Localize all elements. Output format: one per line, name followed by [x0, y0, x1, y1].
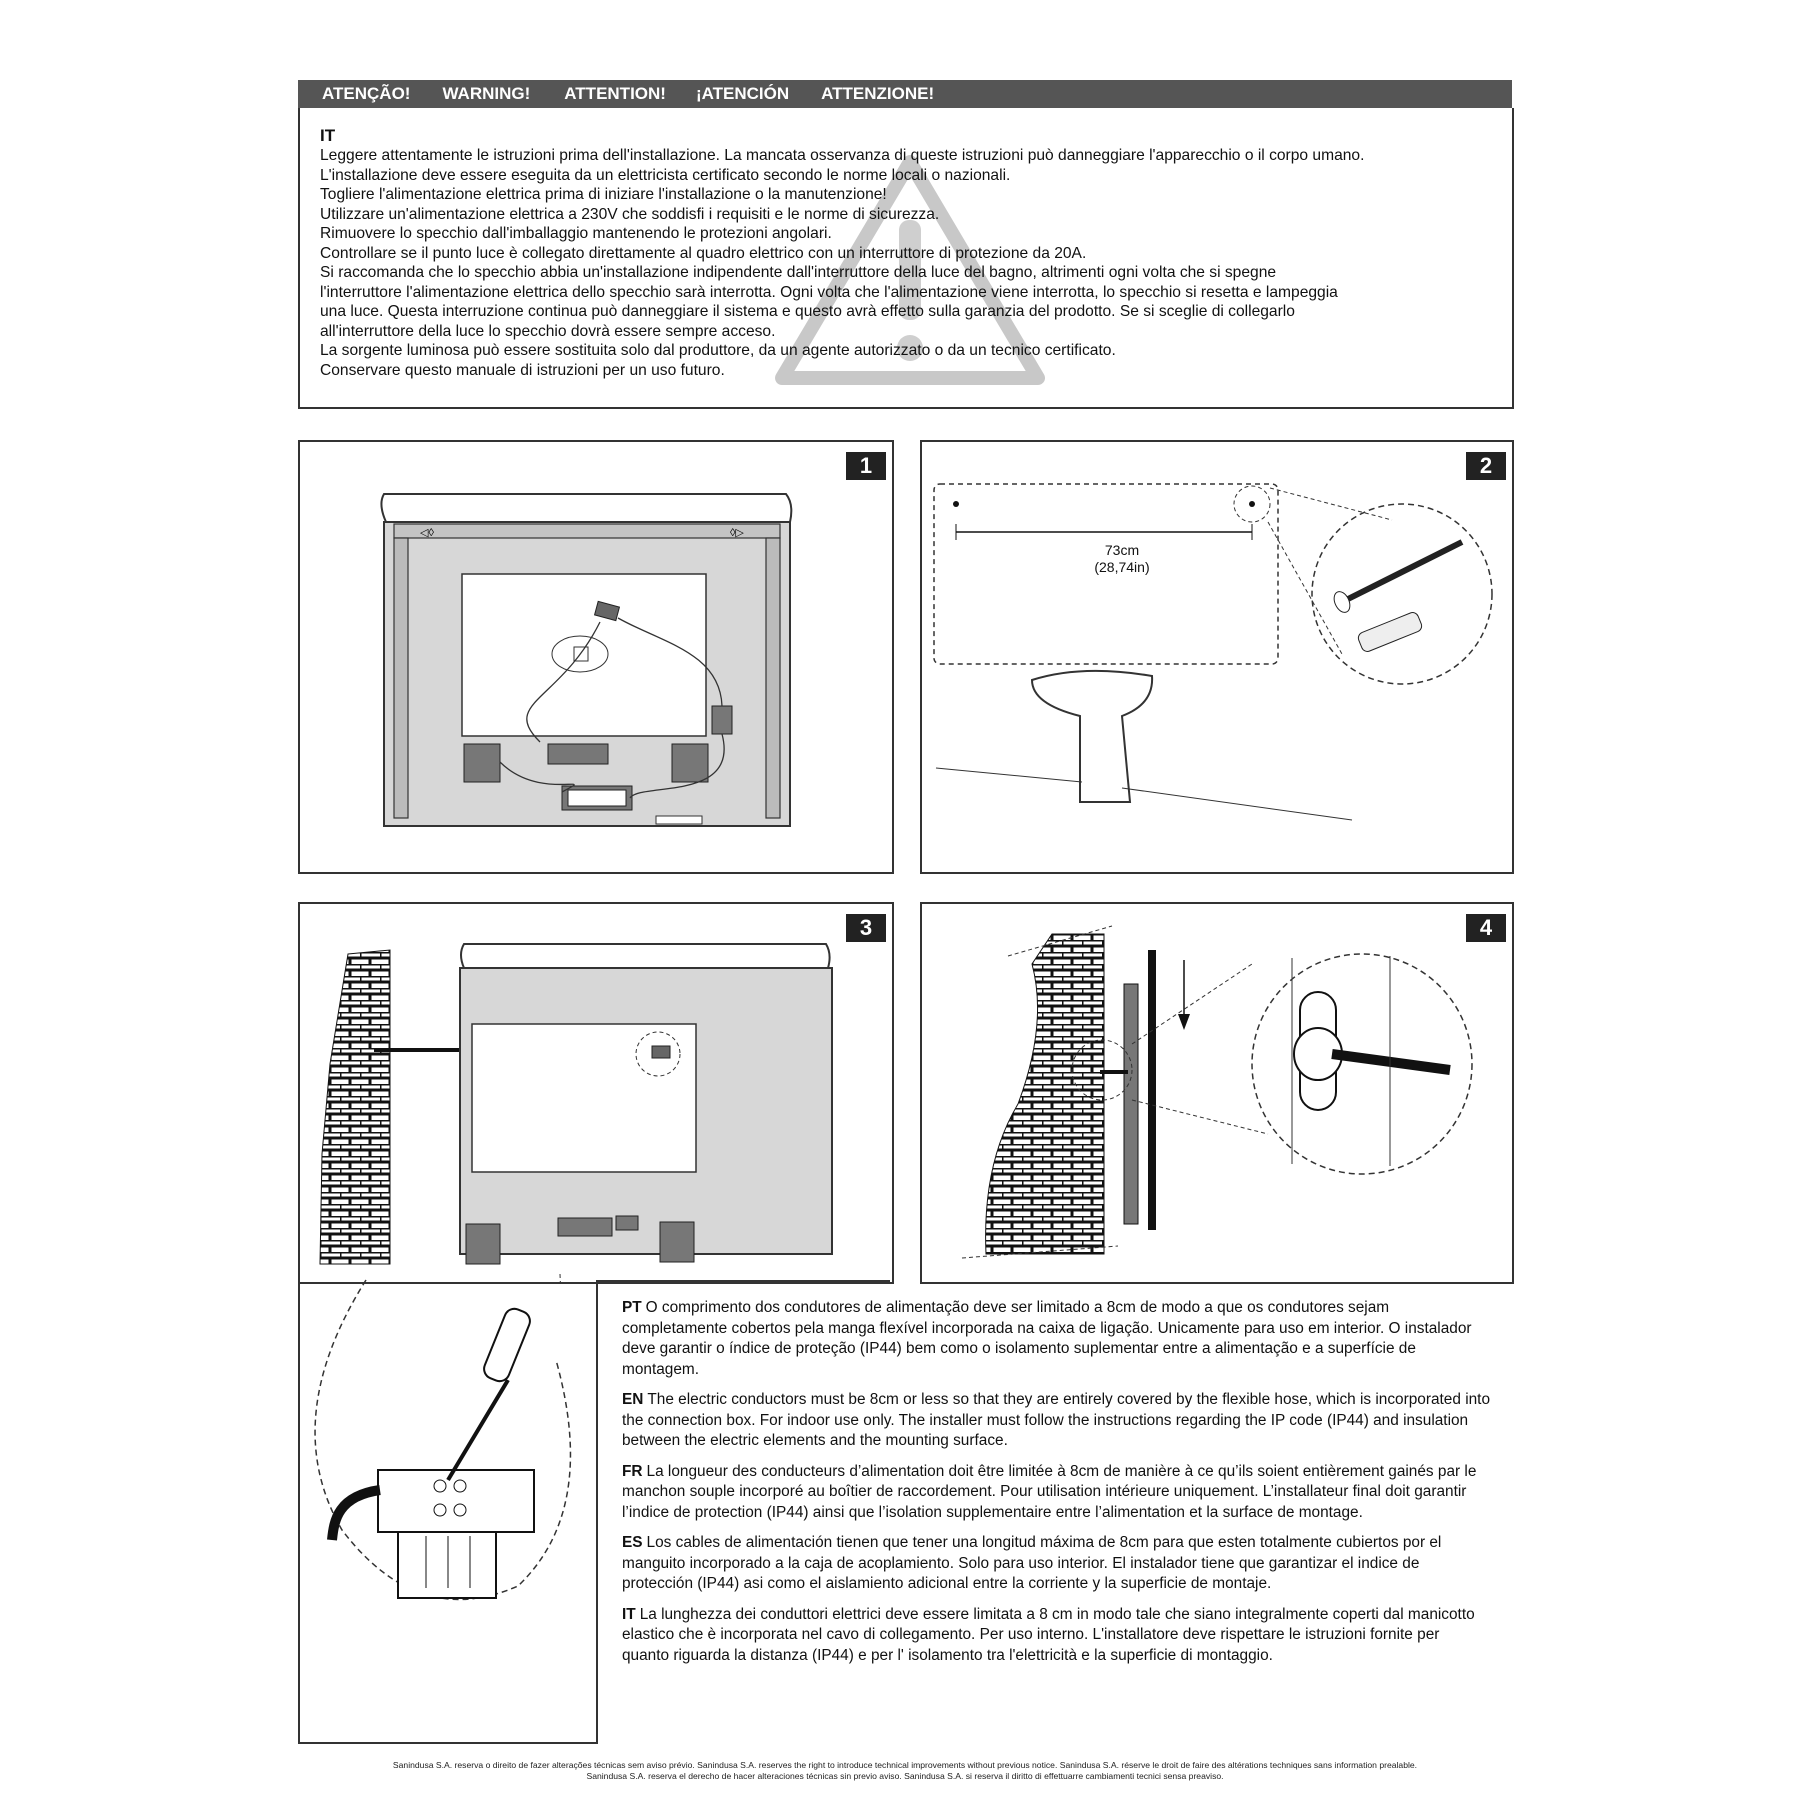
step-2-badge: 2 [1466, 452, 1506, 480]
svg-text:◊▷: ◊▷ [730, 527, 744, 539]
step-3-panel [298, 902, 894, 1284]
warning-line: Controllare se il punto luce è collegato direttamente al quadro elettrico con un interruttore di protezione da 20A. [320, 244, 1087, 262]
note-pt [622, 1298, 1490, 1380]
warning-line: all'interruttore della luce lo specchio dovrà essere sempre acceso. [320, 322, 776, 340]
warning-line: La sorgente luminosa può essere sostituita solo dal produttore, da un agente autorizzato o da un tecnico certificato. [320, 342, 1116, 359]
warning-line: Rimuovere lo specchio dall'imballaggio mantenendo le protezioni angolari. [320, 225, 832, 242]
warning-label-it: ATTENZIONE! [821, 84, 935, 103]
measurement-inches: (28,74in) [1094, 559, 1150, 575]
warning-label-en: WARNING! [442, 84, 531, 103]
note-text: La longueur des conducteurs d’alimentation doit être limitée à 8cm de manière à ce qu’ils soient entièrement gainés par le manchon souple incorporé au boîtier de raccordement. Pour utilisation intérieure uniquement. L’installateur final doit garantir l’indice de protection (IP44) ainsi que l’isolation supplementaire entre l’alimentation et la surface de montage. [622, 1462, 1477, 1521]
step-4-badge: 4 [1466, 914, 1506, 942]
warning-label-fr: ATTENTION! [564, 84, 666, 103]
note-text: Los cables de alimentación tienen que tener una longitud máxima de 8cm para que esten totalmente cubiertos por el manguito incorporado a la caja de acoplamiento. Solo para uso interior. El instalador tiene que garantizar el indice de protección (IP44) asi como el aislamiento adicional entre la corriente y la superficie de montaje. [622, 1534, 1442, 1592]
mirror-wall-illustration [300, 904, 892, 1282]
footer-disclaimer [300, 1760, 1510, 1782]
note-it [622, 1605, 1490, 1667]
svg-text:◁◊: ◁◊ [420, 527, 434, 539]
connection-box-illustration [298, 1270, 598, 1650]
warning-header [298, 80, 1512, 108]
note-en [622, 1390, 1490, 1452]
note-language-code: ES [622, 1534, 643, 1551]
step-4-panel [920, 902, 1514, 1284]
note-es [622, 1533, 1490, 1595]
note-text: La lunghezza dei conduttori elettrici deve essere limitata a 8 cm in modo tale che siano integralmente coperti dal manicotto elastico che è incorporata nel cavo di collegamento. Per uso interno. L'installatore deve rispettare le istruzioni fornite per quanto riguarda la distanza (IP44) e per l' isolamento tra l'elettricità e la superficie di montaggio. [622, 1605, 1475, 1664]
warning-language-code: IT [320, 126, 336, 145]
note-language-code: FR [622, 1462, 643, 1480]
step-2-panel [920, 440, 1514, 874]
measurement-label [1072, 542, 1172, 576]
warning-label-es: ¡ATENCIÓN [695, 84, 790, 103]
note-language-code: EN [622, 1391, 644, 1408]
warning-text [320, 146, 1510, 380]
note-language-code: IT [622, 1605, 636, 1623]
footer-line-2: Sanindusa S.A. reserva el derecho de hacer alteraciones técnicas sin previo aviso. Sanindusa S.A. si reserva il diritto di effettuarre cambiamenti tecnici sensa preaviso. [586, 1771, 1224, 1781]
warning-line: una luce. Questa interruzione continua può danneggiare il sistema e questo avrà effetto sulla garanzia del prodotto. Se si sceglie di collegarlo [320, 303, 1295, 320]
warning-label-pt: ATENÇÃO! [322, 84, 411, 103]
warning-line: L'installazione deve essere eseguita da un elettricista certificato secondo le norme locali o nazionali. [320, 166, 1011, 184]
warning-line: l'interruttore l'alimentazione elettrica dello specchio sarà interrotta. Ogni volta che l'alimentazione viene interrotta, lo specchio si resetta e lampeggia [320, 283, 1338, 301]
note-language-code: PT [622, 1299, 642, 1316]
note-text: O comprimento dos condutores de alimentação deve ser limitado a 8cm de modo a que os condutores sejam completamente cobertos pela manga flexível incorporada na caixa de ligação. Unicamente para uso em interior. O instalador deve garantir o índice de proteção (IP44) bem como o isolamento suplementar entre a alimentação e a superfície de montagem. [622, 1299, 1472, 1378]
warning-line: Togliere l'alimentazione elettrica prima di iniziare l'installazione o la manutenzione! [320, 186, 887, 203]
drill-hole-illustration [922, 442, 1512, 872]
note-fr [622, 1462, 1490, 1524]
footer-line-1: Sanindusa S.A. reserva o direito de fazer alterações técnicas sem aviso prévio. Sanindusa S.A. reserves the right to introduce technical improvements without previous notice. Sanindusa S.A. réserve le droit de faire des altérations techniques sans information prealable. [392, 1760, 1418, 1770]
step-1-panel [298, 440, 894, 874]
hang-mirror-illustration [922, 904, 1512, 1282]
warning-line: Si raccomanda che lo specchio abbia un'installazione indipendente dall'interruttore della luce del bagno, altrimenti ogni volta che si spegne [320, 264, 1277, 281]
measurement-cm: 73cm [1104, 542, 1140, 558]
warning-line: Leggere attentamente le istruzioni prima dell'installazione. La mancata osservanza di queste istruzioni può danneggiare l'apparecchio o il corpo umano. [320, 147, 1365, 164]
step-1-badge: 1 [846, 452, 886, 480]
mirror-back-illustration [300, 442, 892, 872]
installation-notes [622, 1298, 1490, 1676]
note-text: The electric conductors must be 8cm or less so that they are entirely covered by the flexible hose, which is incorporated into the connection box. For indoor use only. The installer must follow the instructions regarding the IP code (IP44) and insulation between the electric elements and the mounting surface. [622, 1391, 1491, 1449]
panel-divider [596, 1280, 890, 1282]
step-3-badge: 3 [846, 914, 886, 942]
warning-line: Conservare questo manuale di istruzioni per un uso futuro. [320, 361, 725, 379]
warning-line: Utilizzare un'alimentazione elettrica a 230V che soddisfi i requisiti e le norme di sicurezza. [320, 205, 940, 223]
